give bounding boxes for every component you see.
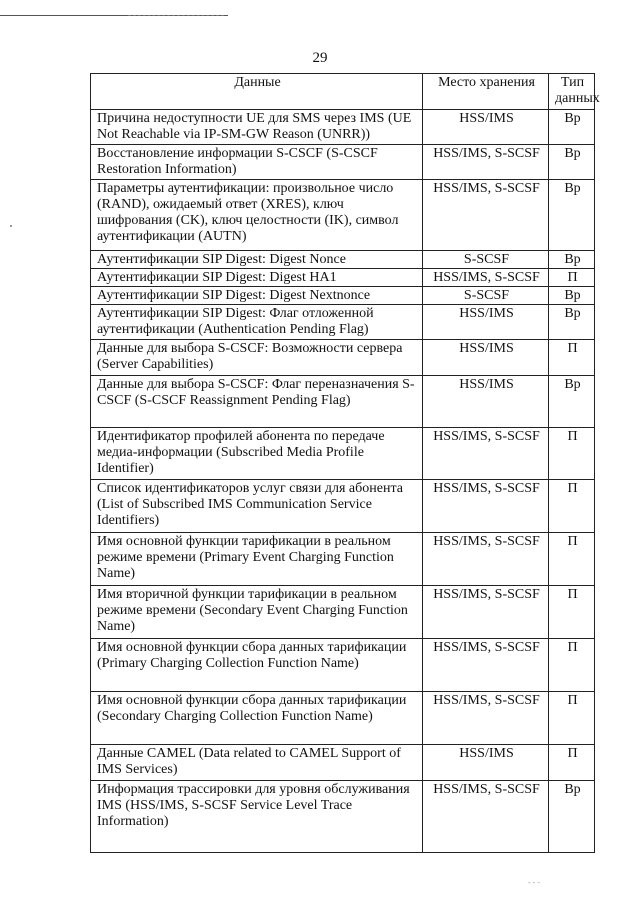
cell-place: HSS/IMS, S-SCSF bbox=[423, 428, 549, 480]
cell-place: HSS/IMS bbox=[423, 305, 549, 340]
cell-type: П bbox=[549, 428, 595, 480]
table-row bbox=[91, 781, 595, 853]
cell-place: HSS/IMS, S-SCSF bbox=[423, 269, 549, 287]
table-row bbox=[91, 533, 595, 586]
data-table bbox=[90, 73, 600, 853]
cell-place: HSS/IMS bbox=[423, 340, 549, 376]
cell-data: Аутентификации SIP Digest: Флаг отложенной аутентификации (Authentication Pending Flag) bbox=[91, 305, 423, 340]
table-row bbox=[91, 180, 595, 251]
table-row bbox=[91, 639, 595, 692]
cell-data: Причина недоступности UE для SMS через IMS (UE Not Reachable via IP-SM-GW Reason (UNRR)) bbox=[91, 110, 423, 145]
top-rule-dashed bbox=[128, 15, 224, 16]
cell-type: П bbox=[549, 269, 595, 287]
table-row bbox=[91, 305, 595, 340]
cell-data: Имя вторичной функции тарификации в реальном режиме времени (Secondary Event Charging Function Name) bbox=[91, 586, 423, 639]
cell-place: HSS/IMS, S-SCSF bbox=[423, 692, 549, 745]
page-number: 29 bbox=[312, 50, 328, 66]
cell-data: Имя основной функции сбора данных тарификации (Primary Charging Collection Function Name) bbox=[91, 639, 423, 692]
cell-data: Аутентификации SIP Digest: Digest HA1 bbox=[91, 269, 423, 287]
cell-place: S-SCSF bbox=[423, 287, 549, 305]
cell-type: Вр bbox=[549, 781, 595, 853]
cell-data: Данные для выбора S-CSCF: Флаг переназначения S-CSCF (S-CSCF Reassignment Pending Flag) bbox=[91, 376, 423, 428]
cell-type: П bbox=[549, 533, 595, 586]
cell-place: HSS/IMS, S-SCSF bbox=[423, 781, 549, 853]
cell-type: П bbox=[549, 745, 595, 781]
cell-place: HSS/IMS, S-SCSF bbox=[423, 480, 549, 533]
cell-type: П bbox=[549, 480, 595, 533]
cell-data: Имя основной функции сбора данных тарификации (Secondary Charging Collection Function Name) bbox=[91, 692, 423, 745]
cell-data: Имя основной функции тарификации в реальном режиме времени (Primary Event Charging Function Name) bbox=[91, 533, 423, 586]
cell-type: Вр bbox=[549, 376, 595, 428]
cell-type: Вр bbox=[549, 251, 595, 269]
cell-type: Вр bbox=[549, 180, 595, 251]
cell-data: Восстановление информации S-CSCF (S-CSCF Restoration Information) bbox=[91, 145, 423, 180]
cell-place: HSS/IMS, S-SCSF bbox=[423, 180, 549, 251]
table-body bbox=[91, 110, 595, 853]
table-row bbox=[91, 110, 595, 145]
cell-place: HSS/IMS bbox=[423, 745, 549, 781]
table-header-row bbox=[91, 74, 595, 110]
cell-type: П bbox=[549, 340, 595, 376]
cell-data: Аутентификации SIP Digest: Digest Nextnonce bbox=[91, 287, 423, 305]
table-row bbox=[91, 287, 595, 305]
cell-data: Список идентификаторов услуг связи для абонента (List of Subscribed IMS Communication Service Identifiers) bbox=[91, 480, 423, 533]
cell-type: Вр bbox=[549, 145, 595, 180]
bottom-mark: - - - bbox=[528, 878, 540, 887]
header-data: Данные bbox=[91, 74, 423, 110]
header-place: Место хранения bbox=[423, 74, 549, 110]
header-type: Тип данных bbox=[549, 74, 595, 110]
table-row bbox=[91, 251, 595, 269]
cell-place: S-SCSF bbox=[423, 251, 549, 269]
cell-place: HSS/IMS, S-SCSF bbox=[423, 586, 549, 639]
cell-type: Вр bbox=[549, 110, 595, 145]
cell-data: Данные CAMEL (Data related to CAMEL Support of IMS Services) bbox=[91, 745, 423, 781]
table-row bbox=[91, 376, 595, 428]
cell-type: П bbox=[549, 586, 595, 639]
cell-data: Параметры аутентификации: произвольное число (RAND), ожидаемый ответ (XRES), ключ шифрования (CK), ключ целостности (IK), символ аутентификации (AUTN) bbox=[91, 180, 423, 251]
cell-data: Идентификатор профилей абонента по передаче медиа-информации (Subscribed Media Profile Identifier) bbox=[91, 428, 423, 480]
cell-type: Вр bbox=[549, 305, 595, 340]
cell-type: П bbox=[549, 639, 595, 692]
cell-place: HSS/IMS, S-SCSF bbox=[423, 639, 549, 692]
table-row bbox=[91, 480, 595, 533]
cell-type: П bbox=[549, 692, 595, 745]
cell-data: Информация трассировки для уровня обслуживания IMS (HSS/IMS, S-SCSF Service Level Trace Information) bbox=[91, 781, 423, 853]
cell-place: HSS/IMS, S-SCSF bbox=[423, 145, 549, 180]
cell-place: HSS/IMS bbox=[423, 110, 549, 145]
table-row bbox=[91, 586, 595, 639]
table-row bbox=[91, 745, 595, 781]
cell-data: Аутентификации SIP Digest: Digest Nonce bbox=[91, 251, 423, 269]
cell-place: HSS/IMS, S-SCSF bbox=[423, 533, 549, 586]
table-row bbox=[91, 269, 595, 287]
table-row bbox=[91, 428, 595, 480]
cell-place: HSS/IMS bbox=[423, 376, 549, 428]
table-row bbox=[91, 340, 595, 376]
table-row bbox=[91, 692, 595, 745]
table-row bbox=[91, 145, 595, 180]
cell-data: Данные для выбора S-CSCF: Возможности сервера (Server Capabilities) bbox=[91, 340, 423, 376]
margin-mark bbox=[10, 225, 12, 227]
cell-type: Вр bbox=[549, 287, 595, 305]
